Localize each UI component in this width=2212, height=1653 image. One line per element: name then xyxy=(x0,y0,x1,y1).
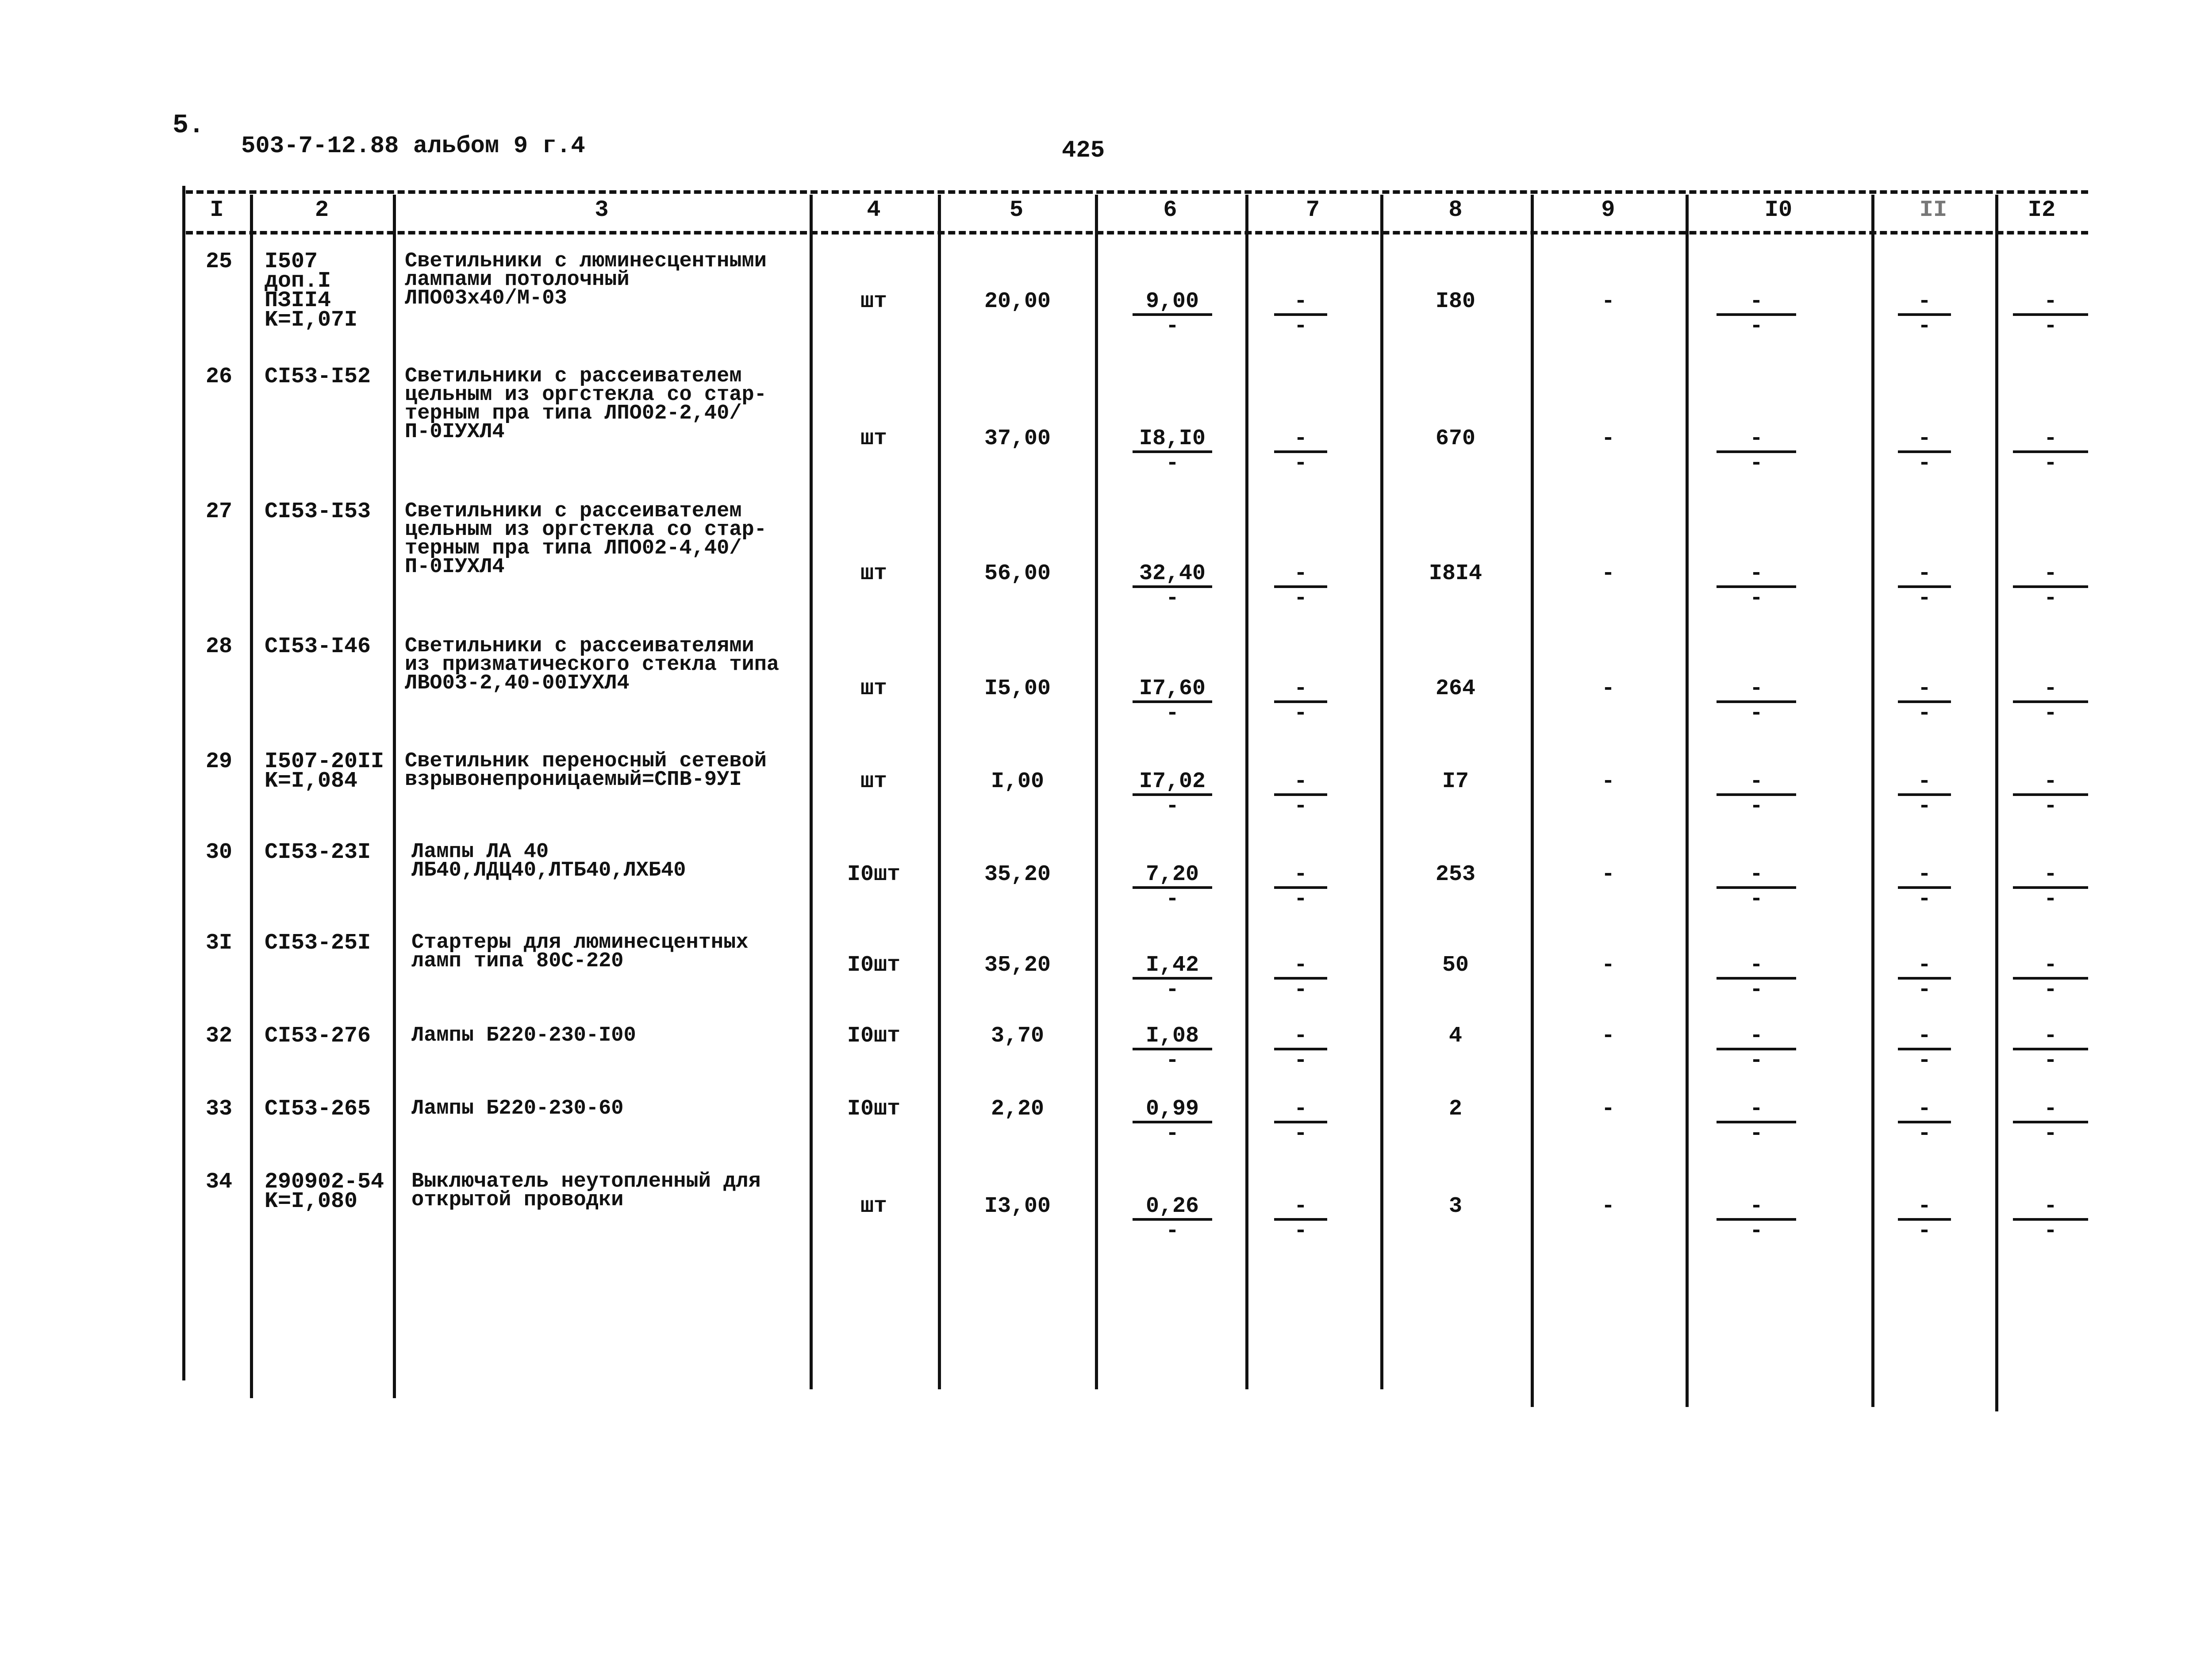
document-code: 503-7-12.88 альбом 9 г.4 xyxy=(241,133,585,160)
col10-value: - - xyxy=(1717,864,1796,910)
row-number: 26 xyxy=(205,364,232,389)
column-divider xyxy=(1095,195,1098,1389)
col12-value: - - xyxy=(2013,428,2088,474)
total-cost: 2 xyxy=(1448,1096,1462,1122)
unit-price xyxy=(1133,1023,1212,1073)
total-cost: 4 xyxy=(1448,1023,1462,1049)
price-code: 290902-54 K=I,080 xyxy=(265,1169,384,1214)
quantity: 35,20 xyxy=(984,953,1051,978)
unit-price xyxy=(1133,864,1212,910)
row-number: 33 xyxy=(205,1096,232,1122)
column-header-7: 7 xyxy=(1306,197,1320,223)
price-code: CI53-I53 xyxy=(265,499,371,524)
unit-price-sub: - xyxy=(1165,314,1179,339)
column-header-5: 5 xyxy=(1009,197,1024,223)
column-divider xyxy=(1531,195,1534,1407)
row-number: 3I xyxy=(205,930,232,956)
total-cost: I80 xyxy=(1435,289,1475,314)
total-cost: 3 xyxy=(1448,1194,1462,1219)
col9-value: - xyxy=(1601,1194,1615,1219)
unit-price-value: 32,40 xyxy=(1133,563,1212,588)
total-cost: 50 xyxy=(1442,953,1469,978)
item-description: Светильники с люминесцентными лампами потолочный ЛПО03х40/М-03 xyxy=(405,250,767,310)
col10-value: - - xyxy=(1717,291,1796,337)
unit: шт xyxy=(860,426,887,451)
col9-value: - xyxy=(1601,862,1615,887)
col10-value: - - xyxy=(1717,563,1796,609)
column-header-1: I xyxy=(210,197,224,223)
price-code: CI53-I52 xyxy=(265,364,371,389)
price-code: CI53-276 xyxy=(265,1023,371,1049)
unit-price-value: 9,00 xyxy=(1133,291,1212,316)
unit-price-sub: - xyxy=(1165,977,1179,1003)
col10-value: - - xyxy=(1717,1026,1796,1072)
quantity: I5,00 xyxy=(984,676,1051,701)
col12-value: - - xyxy=(2013,678,2088,724)
unit-price xyxy=(1133,678,1212,724)
col7-value: - - xyxy=(1274,1026,1327,1072)
unit-price-sub: - xyxy=(1165,887,1179,912)
row-number: 28 xyxy=(205,634,232,659)
unit-price-sub: - xyxy=(1165,586,1179,611)
unit-price-value: 0,26 xyxy=(1133,1196,1212,1221)
col10-value: - - xyxy=(1717,771,1796,817)
unit-price xyxy=(1133,428,1212,474)
quantity: 3,70 xyxy=(991,1023,1045,1049)
unit-price xyxy=(1133,1096,1212,1146)
unit: шт xyxy=(860,676,887,701)
column-divider xyxy=(1995,195,1998,1411)
col12-value: - - xyxy=(2013,291,2088,337)
col7-value: - - xyxy=(1274,291,1327,337)
column-header-3: 3 xyxy=(595,197,609,223)
column-header-8: 8 xyxy=(1448,197,1463,223)
column-header-9: 9 xyxy=(1601,197,1615,223)
col9-value: - xyxy=(1601,289,1615,314)
col7-value: - - xyxy=(1274,1099,1327,1145)
total-cost: 670 xyxy=(1435,426,1475,451)
column-divider xyxy=(938,195,941,1389)
col12-value: - - xyxy=(2013,1196,2088,1242)
col12-value: - - xyxy=(2013,771,2088,817)
quantity: 37,00 xyxy=(984,426,1051,451)
col9-value: - xyxy=(1601,561,1615,586)
price-code: I507-20II K=I,084 xyxy=(265,749,384,794)
price-code: I507 доп.I ПЗII4 K=I,07I xyxy=(265,249,358,333)
col11-value: - - xyxy=(1898,955,1951,1001)
total-cost: I8I4 xyxy=(1429,561,1482,586)
row-number: 29 xyxy=(205,749,232,774)
unit: шт xyxy=(860,769,887,794)
column-divider xyxy=(1245,195,1248,1389)
unit: шт xyxy=(860,289,887,314)
row-number: 32 xyxy=(205,1023,232,1049)
item-description: Выключатель неутопленный для открытой проводки xyxy=(411,1170,761,1212)
col9-value: - xyxy=(1601,426,1615,451)
unit-price-sub: - xyxy=(1165,794,1179,819)
quantity: I3,00 xyxy=(984,1194,1051,1219)
item-description: Лампы ЛА 40 ЛБ40,ЛДЦ40,ЛТБ40,ЛХБ40 xyxy=(411,840,686,882)
column-divider xyxy=(393,195,396,1398)
sheet-number: 425 xyxy=(1062,137,1105,164)
col11-value: - - xyxy=(1898,864,1951,910)
column-divider xyxy=(810,195,813,1389)
item-description: Светильники с рассеивателем цельным из оргстекла со стар- терным пра типа ЛПО02-4,40/ П-0IУХЛ4 xyxy=(405,500,767,579)
unit: I0шт xyxy=(847,862,901,887)
column-header-6: 6 xyxy=(1163,197,1177,223)
row-number: 30 xyxy=(205,840,232,865)
item-description: Светильники с рассеивателем цельным из оргстекла со стар- терным пра типа ЛПО02-2,40/ П-0IУХЛ4 xyxy=(405,365,767,444)
item-description: Светильники с рассеивателями из призматического стекла типа ЛВО03-2,40-00IУХЛ4 xyxy=(405,634,780,695)
unit: шт xyxy=(860,561,887,586)
col7-value: - - xyxy=(1274,864,1327,910)
total-cost: I7 xyxy=(1442,769,1469,794)
unit-price-value: 0,99 xyxy=(1133,1099,1212,1123)
quantity: 35,20 xyxy=(984,862,1051,887)
col11-value: - - xyxy=(1898,1099,1951,1145)
column-header-4: 4 xyxy=(867,197,881,223)
col11-value: - - xyxy=(1898,1196,1951,1242)
item-description: Лампы Б220-230-I00 xyxy=(411,1024,636,1047)
row-number: 27 xyxy=(205,499,232,524)
item-description: Светильник переносный сетевой взрывонепроницаемый=СПВ-9УI xyxy=(405,750,767,792)
col10-value: - - xyxy=(1717,1196,1796,1242)
col9-value: - xyxy=(1601,1096,1615,1122)
col9-value: - xyxy=(1601,676,1615,701)
item-description: Стартеры для люминесцентных ламп типа 80С-220 xyxy=(411,931,749,973)
col12-value: - - xyxy=(2013,563,2088,609)
unit-price xyxy=(1133,771,1212,817)
column-divider xyxy=(250,195,253,1398)
row-number: 25 xyxy=(205,249,232,274)
unit-price-value: I,42 xyxy=(1133,955,1212,980)
unit-price-sub: - xyxy=(1165,1219,1179,1244)
quantity: 56,00 xyxy=(984,561,1051,586)
col12-value: - - xyxy=(2013,864,2088,910)
page-number: 5. xyxy=(173,111,205,141)
unit-price-value: I,08 xyxy=(1133,1026,1212,1050)
col10-value: - - xyxy=(1717,428,1796,474)
unit-price-sub: - xyxy=(1165,701,1179,726)
col12-value: - - xyxy=(2013,955,2088,1001)
unit: I0шт xyxy=(847,1023,901,1049)
price-code: CI53-I46 xyxy=(265,634,371,659)
col12-value: - - xyxy=(2013,1026,2088,1072)
unit: шт xyxy=(860,1194,887,1219)
unit-price xyxy=(1133,291,1212,337)
col7-value: - - xyxy=(1274,428,1327,474)
total-cost: 264 xyxy=(1435,676,1475,701)
col11-value: - - xyxy=(1898,771,1951,817)
unit: I0шт xyxy=(847,1096,901,1122)
col7-value: - - xyxy=(1274,771,1327,817)
column-header-2: 2 xyxy=(315,197,329,223)
unit-price-value: I7,02 xyxy=(1133,771,1212,796)
quantity: 2,20 xyxy=(991,1096,1045,1122)
unit-price-value: I8,I0 xyxy=(1133,428,1212,453)
item-description: Лампы Б220-230-60 xyxy=(411,1097,624,1120)
col11-value: - - xyxy=(1898,1026,1951,1072)
unit-price xyxy=(1133,563,1212,609)
col11-value: - - xyxy=(1898,428,1951,474)
col7-value: - - xyxy=(1274,563,1327,609)
unit-price-value: I7,60 xyxy=(1133,678,1212,703)
unit-price-value: 7,20 xyxy=(1133,864,1212,889)
column-divider xyxy=(1380,195,1383,1389)
column-header-11: II xyxy=(1919,197,1947,223)
column-divider xyxy=(1686,195,1689,1407)
total-cost: 253 xyxy=(1435,862,1475,887)
col9-value: - xyxy=(1601,953,1615,978)
col9-value: - xyxy=(1601,769,1615,794)
price-code: CI53-23I xyxy=(265,840,371,865)
unit: I0шт xyxy=(847,953,901,978)
column-header-10: I0 xyxy=(1764,197,1793,223)
column-divider xyxy=(182,186,185,1380)
col11-value: - - xyxy=(1898,563,1951,609)
col10-value: - - xyxy=(1717,955,1796,1001)
unit-price xyxy=(1133,1196,1212,1242)
row-number: 34 xyxy=(205,1169,232,1195)
column-header-12: I2 xyxy=(2028,197,2056,223)
price-code: CI53-265 xyxy=(265,1096,371,1122)
col7-value: - - xyxy=(1274,678,1327,724)
unit-price-sub: - xyxy=(1165,451,1179,476)
col11-value: - - xyxy=(1898,291,1951,337)
col12-value: - - xyxy=(2013,1099,2088,1145)
col9-value: - xyxy=(1601,1023,1615,1049)
header-bottom-rule xyxy=(186,231,2088,234)
col10-value: - - xyxy=(1717,1099,1796,1145)
column-divider xyxy=(1871,195,1874,1407)
col10-value: - - xyxy=(1717,678,1796,724)
quantity: 20,00 xyxy=(984,289,1051,314)
unit-price-sub: - xyxy=(1165,1121,1179,1146)
price-code: CI53-25I xyxy=(265,930,371,956)
col11-value: - - xyxy=(1898,678,1951,724)
col7-value: - - xyxy=(1274,955,1327,1001)
col7-value: - - xyxy=(1274,1196,1327,1242)
unit-price-sub: - xyxy=(1165,1048,1179,1073)
unit-price xyxy=(1133,955,1212,1001)
quantity: I,00 xyxy=(991,769,1045,794)
